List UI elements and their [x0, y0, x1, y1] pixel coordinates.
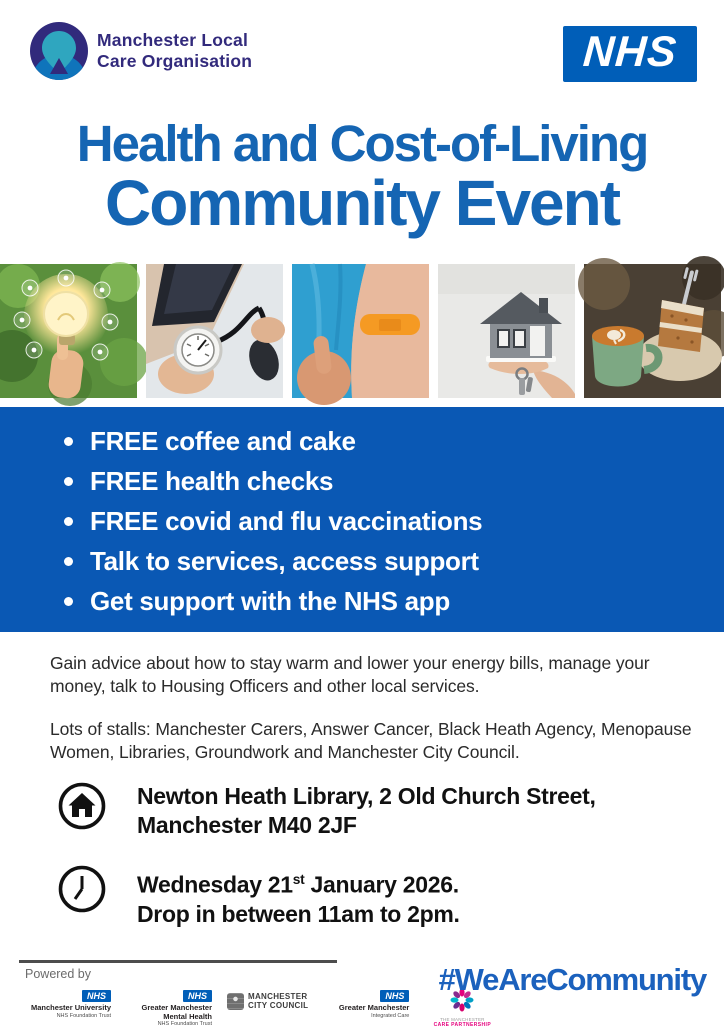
logo-manchester-university-nhs: NHS Manchester University NHS Foundation Trust — [30, 991, 111, 1019]
highlight-item: Get support with the NHS app — [62, 581, 724, 621]
logo-manchester-city-council: MANCHESTER CITY COUNCIL — [227, 986, 308, 1010]
nhs-mini-logo: NHS — [380, 990, 409, 1002]
photo-energy-lightbulb — [0, 264, 137, 398]
highlight-item: Talk to services, access support — [62, 541, 724, 581]
photo-coffee-cake — [584, 264, 721, 398]
logo-gm-mental-health-nhs: NHS Greater Manchester Mental Health NHS Foundation Trust — [141, 991, 212, 1027]
logo-care-partnership: THE MANCHESTER CARE PARTNERSHIP — [424, 986, 500, 1028]
ordinal-suffix: st — [292, 872, 305, 887]
stalls-paragraph: Lots of stalls: Manchester Carers, Answer Cancer, Black Heath Agency, Menopause Women, Libraries, Groundwork and Manchester City Council. — [50, 719, 692, 762]
advice-paragraph: Gain advice about how to stay warm and lower your energy bills, manage your money, talk to Housing Officers and other local services. — [50, 653, 650, 696]
highlight-item: FREE health checks — [62, 461, 724, 501]
photo-house-keys — [438, 264, 575, 398]
title-line-2: Community Event — [104, 167, 620, 239]
footer-divider — [19, 960, 337, 963]
location-text: Newton Heath Library, 2 Old Church Street, Manchester M40 2JF — [137, 783, 596, 838]
nhs-mini-logo: NHS — [183, 990, 212, 1002]
page-title — [0, 115, 724, 239]
time-line: Drop in between 11am to 2pm. — [137, 900, 460, 927]
council-crest-icon — [227, 993, 244, 1010]
photo-strip — [0, 264, 724, 398]
mlco-logo — [30, 22, 252, 80]
home-icon — [57, 781, 107, 831]
highlight-item: FREE coffee and cake — [62, 421, 724, 461]
datetime-row — [57, 864, 460, 929]
highlights-panel — [0, 407, 724, 632]
nhs-logo-text: NHS — [581, 27, 679, 76]
powered-by-label: Powered by — [25, 967, 92, 981]
date-line: Wednesday 21st January 2026. — [137, 871, 459, 898]
nhs-mini-logo: NHS — [82, 990, 111, 1002]
photo-blood-pressure — [146, 264, 283, 398]
hashtag-we-are-community: #WeAreCommunity — [438, 962, 706, 997]
partner-logos — [25, 986, 500, 1028]
mlco-person-icon — [30, 22, 88, 80]
logo-gm-integrated-care-nhs: NHS Greater Manchester Integrated Care — [338, 991, 410, 1019]
highlight-item: FREE covid and flu vaccinations — [62, 501, 724, 541]
highlights-list — [0, 407, 724, 621]
mlco-org-name: Manchester Local Care Organisation — [97, 30, 253, 71]
photo-vaccination-plaster — [292, 264, 429, 398]
datetime-text — [137, 864, 460, 929]
clock-icon — [57, 864, 107, 914]
title-line-1: Health and Cost-of-Living — [76, 115, 648, 172]
location-row — [57, 781, 596, 840]
nhs-logo — [563, 26, 697, 82]
